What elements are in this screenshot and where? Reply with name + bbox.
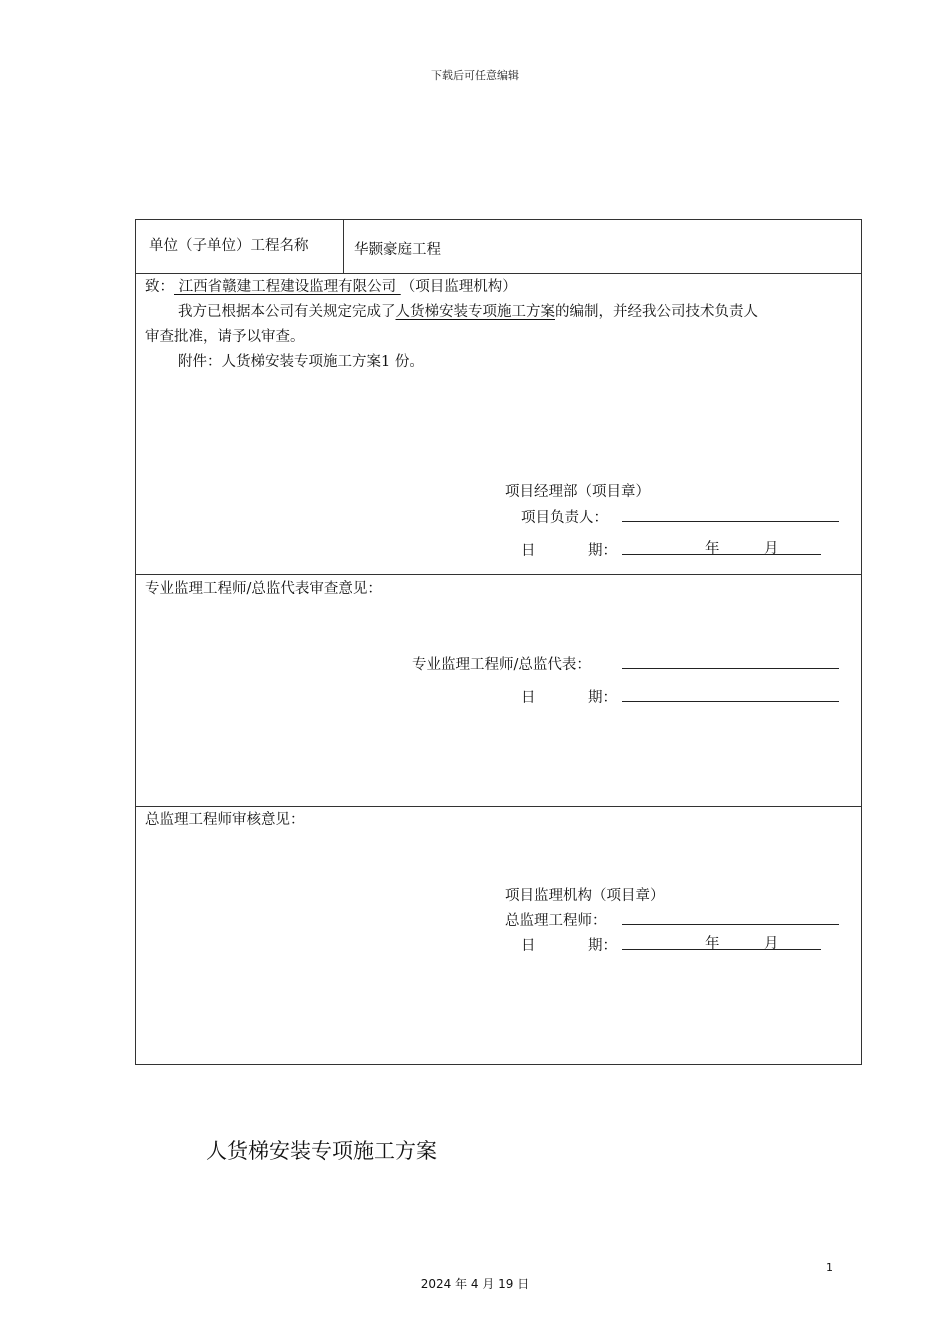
chief-signer-label: 总监理工程师： [505, 913, 607, 929]
document-title: 人货梯安装专项施工方案 [206, 1139, 437, 1163]
review-signer-label: 专业监理工程师/总监代表： [412, 657, 591, 673]
contractor-month: 月 [764, 541, 779, 557]
body-line-2: 审查批准，请予以审查。 [145, 329, 305, 345]
chief-org: 项目监理机构（项目章） [505, 888, 665, 904]
review-signature-line [622, 668, 839, 669]
contractor-date-label-1: 日 [521, 543, 536, 559]
to-company: 江西省赣建工程建设监理有限公司 [174, 279, 401, 295]
body-scheme-name: 人货梯安装专项施工方案 [395, 304, 555, 320]
chief-title: 总监理工程师审核意见： [145, 812, 305, 828]
contractor-date-line [622, 554, 821, 555]
body-line-1 [178, 300, 758, 321]
attachment-line: 附件：人货梯安装专项施工方案1 份。 [178, 354, 424, 370]
row-divider-3 [135, 806, 862, 807]
body-part1: 我方已根据本公司有关规定完成了 [178, 304, 396, 320]
chief-year: 年 [705, 936, 720, 952]
contractor-dept: 项目经理部（项目章） [505, 484, 650, 500]
page-header: 下载后可任意编辑 [431, 69, 519, 82]
chief-signature-line [622, 924, 839, 925]
review-date-label-1: 日 [521, 690, 536, 706]
manager-signature-line [622, 521, 839, 522]
contractor-date-label-2: 期： [588, 543, 617, 559]
col-divider [343, 219, 344, 273]
row-divider-1 [135, 273, 862, 274]
to-suffix: （项目监理机构） [400, 279, 517, 295]
to-prefix: 致： [145, 279, 174, 295]
review-date-label-2: 期： [588, 690, 617, 706]
chief-month: 月 [764, 936, 779, 952]
body-part2: 的编制，并经我公司技术负责人 [555, 304, 758, 320]
project-name-value: 华颢豪庭工程 [354, 242, 441, 258]
to-line [145, 275, 517, 296]
review-title: 专业监理工程师/总监代表审查意见： [145, 581, 382, 597]
contractor-year: 年 [705, 541, 720, 557]
chief-date-label-2: 期： [588, 938, 617, 954]
project-name-label: 单位（子单位）工程名称 [149, 238, 309, 254]
chief-date-label-1: 日 [521, 938, 536, 954]
chief-date-line [622, 949, 821, 950]
manager-label: 项目负责人： [521, 510, 608, 526]
review-date-line [622, 701, 839, 702]
footer-date: 2024 年 4 月 19 日 [420, 1277, 530, 1291]
row-divider-2 [135, 574, 862, 575]
page-number: 1 [826, 1261, 833, 1274]
